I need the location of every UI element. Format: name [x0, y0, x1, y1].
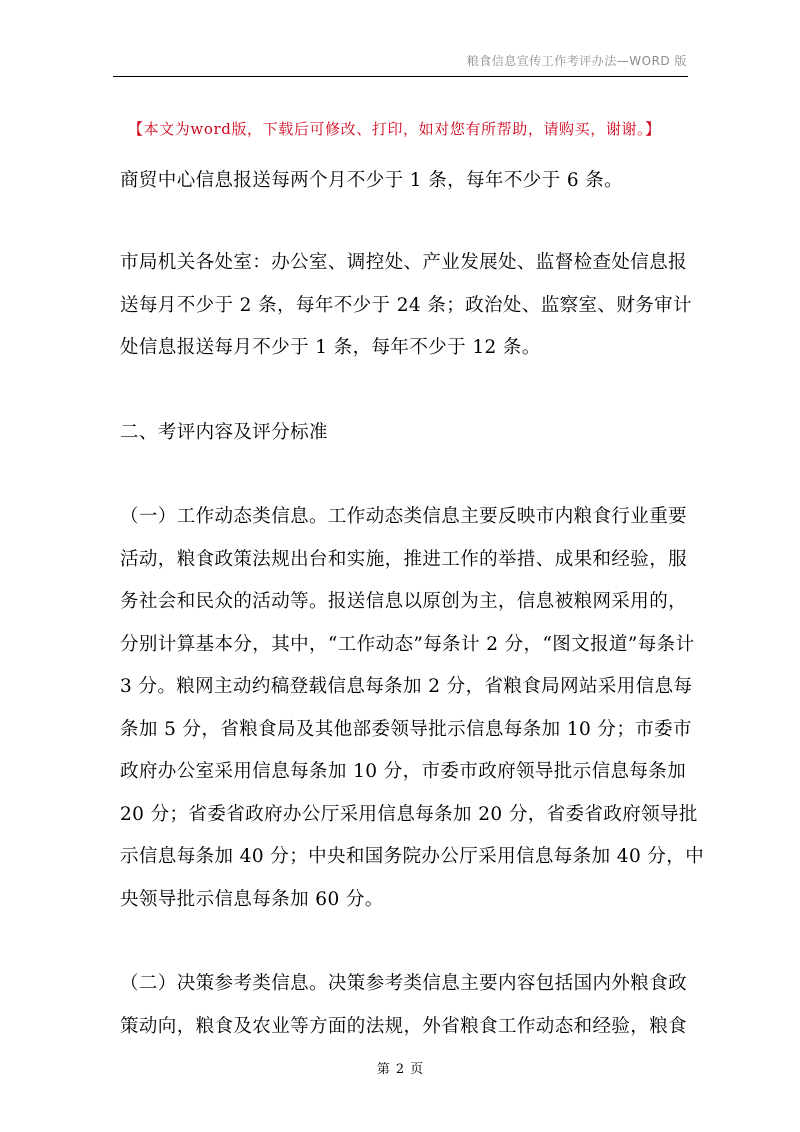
text-line: 条加 5 分，省粮食局及其他部委领导批示信息每条加 10 分；市委市: [120, 718, 692, 740]
page-label-prefix: 第: [376, 1062, 390, 1077]
paragraph-commerce-center: [120, 160, 695, 203]
heading-text: 二、考评内容及评分标准: [120, 422, 328, 443]
text-line: 策动向，粮食及农业等方面的法规，外省粮食工作动态和经验，粮食: [120, 1015, 688, 1037]
text-line: 分别计算基本分，其中，“工作动态”每条计 2 分，“图文报道”每条计: [120, 633, 695, 655]
text-line: 务社会和民众的活动等。报送信息以原创为主，信息被粮网采用的，: [120, 591, 688, 612]
text-line: 活动，粮食政策法规出台和实施，推进工作的举措、成果和经验，服: [120, 548, 688, 570]
paragraph-decision-reference: [120, 963, 695, 1048]
paragraph-bureau-offices: [120, 242, 695, 370]
text-line: 央领导批示信息每条加 60 分。: [120, 888, 384, 910]
text-line: 商贸中心信息报送每两个月不少于 1 条，每年不少于 6 条。: [120, 170, 624, 191]
page-footer: [0, 1058, 800, 1077]
text-line: 处信息报送每月不少于 1 条，每年不少于 12 条。: [120, 337, 541, 358]
text-line: （一）工作动态类信息。工作动态类信息主要反映市内粮食行业重要: [120, 506, 688, 527]
section-heading: [120, 412, 695, 455]
text-line: 3 分。粮网主动约稿登载信息每条加 2 分，省粮食局网站采用信息每: [120, 676, 693, 697]
text-line: 示信息每条加 40 分；中央和国务院办公厅采用信息每条加 40 分，中: [120, 846, 705, 867]
text-line: 市局机关各处室：办公室、调控处、产业发展处、监督检查处信息报: [120, 252, 688, 273]
header-divider: [113, 76, 688, 77]
text-line: 20 分；省委省政府办公厅采用信息每条加 20 分，省委省政府领导批: [120, 803, 698, 825]
paragraph-work-dynamics: [120, 496, 705, 921]
page-label-suffix: 页: [410, 1062, 424, 1077]
text-line: 政府办公室采用信息每条加 10 分，市委市政府领导批示信息每条加: [120, 761, 687, 782]
text-line: （二）决策参考类信息。决策参考类信息主要内容包括国内外粮食政: [120, 973, 688, 994]
purchase-notice: 【本文为word版，下载后可修改、打印，如对您有所帮助，请购买，谢谢。】: [128, 120, 661, 138]
page-header: 粮食信息宣传工作考评办法—WORD 版: [466, 54, 687, 68]
text-line: 送每月不少于 2 条，每年不少于 24 条；政治处、监察室、财务审计: [120, 294, 692, 316]
page-number: 2: [395, 1062, 405, 1077]
